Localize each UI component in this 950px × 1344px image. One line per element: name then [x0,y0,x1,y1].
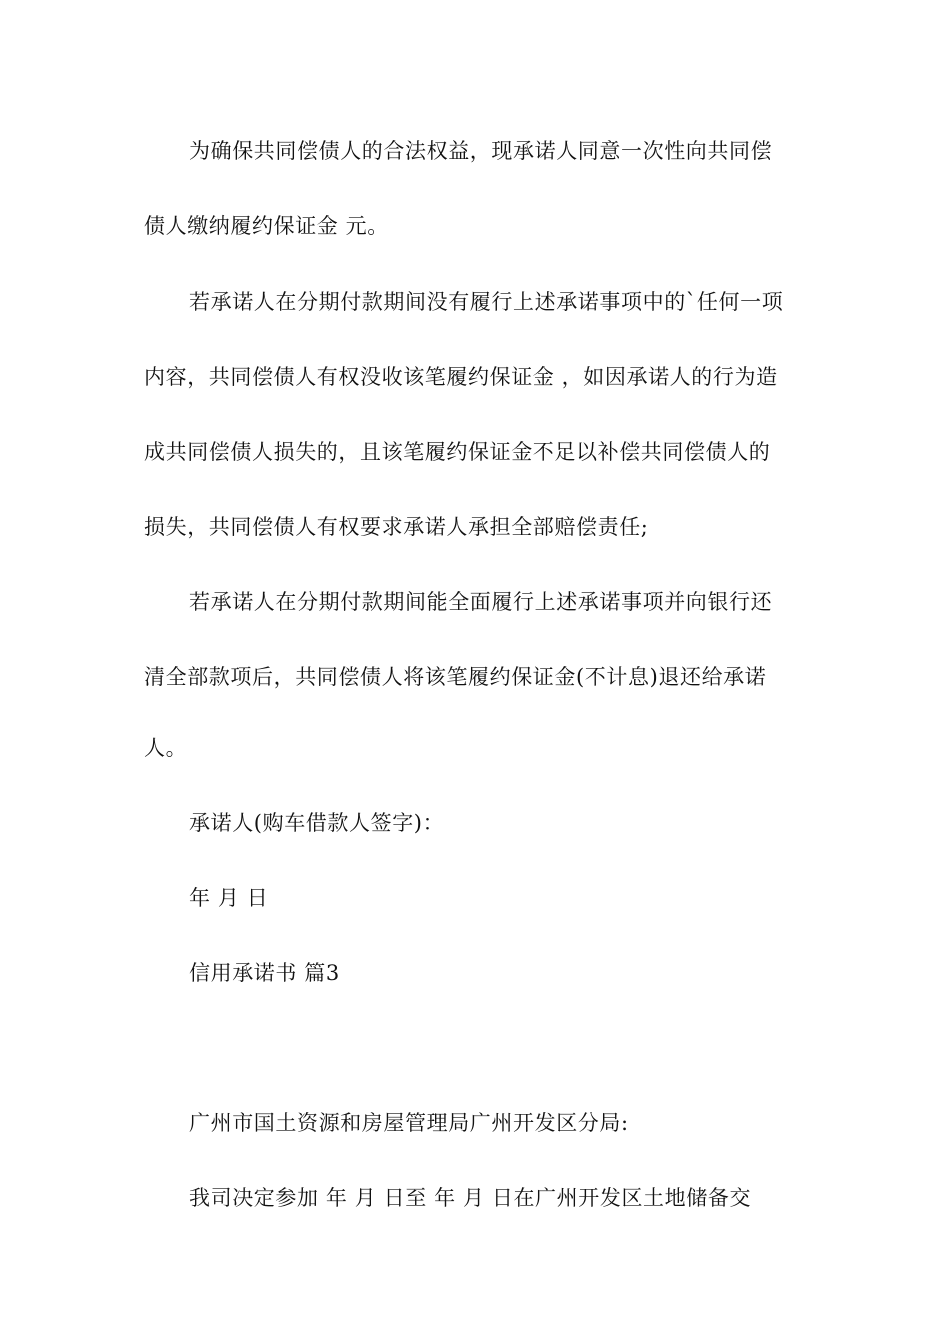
paragraph-line: 债人缴纳履约保证金 元。 [144,214,389,238]
paragraph-line: 若承诺人在分期付款期间能全面履行上述承诺事项并向银行还 [189,590,773,614]
paragraph-line: 若承诺人在分期付款期间没有履行上述承诺事项中的`任何一项 [189,290,784,314]
paragraph-line: 成共同偿债人损失的，且该笔履约保证金不足以补偿共同偿债人的 [144,440,771,464]
date-line: 年 月 日 [189,886,269,910]
signature-label: 承诺人(购车借款人签字)： [189,811,445,835]
paragraph-line: 清全部款项后，共同偿债人将该笔履约保证金(不计息)退还给承诺 [144,665,767,689]
section-heading: 信用承诺书 篇3 [189,961,340,985]
addressee-line: 广州市国土资源和房屋管理局广州开发区分局: [189,1111,629,1135]
paragraph-line: 人。 [144,736,188,760]
paragraph-line: 我司决定参加 年 月 日至 年 月 日在广州开发区土地储备交 [189,1186,752,1210]
paragraph-line: 内容，共同偿债人有权没收该笔履约保证金 ，如因承诺人的行为造 [144,365,778,389]
paragraph-line: 损失，共同偿债人有权要求承诺人承担全部赔偿责任; [144,515,649,539]
paragraph-line: 为确保共同偿债人的合法权益，现承诺人同意一次性向共同偿 [189,139,773,163]
